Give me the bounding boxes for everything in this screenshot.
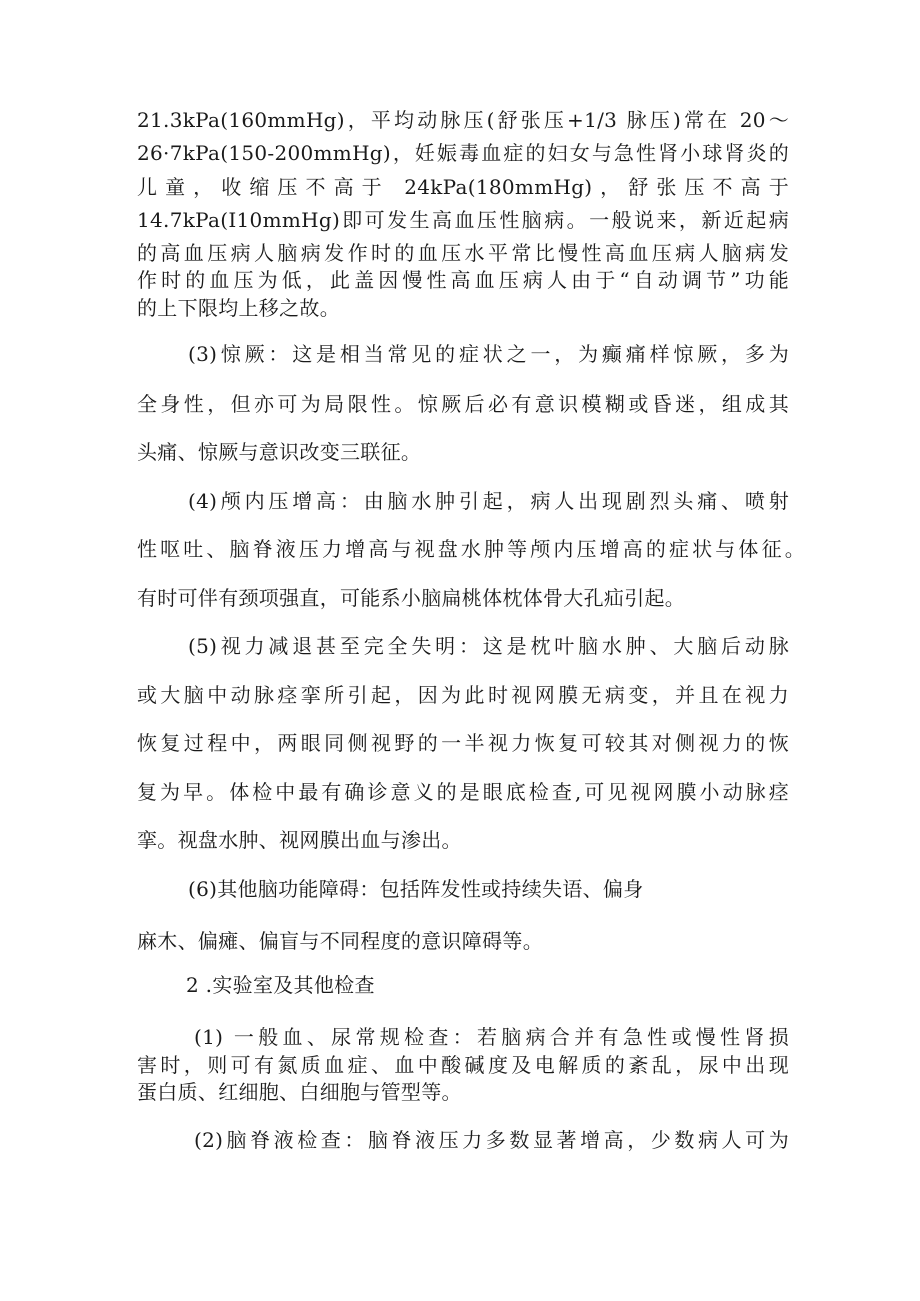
lab-1-line: 蛋白质、红细胞、白细胞与管型等。 — [137, 1080, 462, 1104]
paragraph-5-line: 复为早。体检中最有确诊意义的是眼底检查,可见视网膜小动脉痉 — [137, 780, 789, 804]
paragraph-4-line: (4)颅内压增高：由脑水肿引起，病人出现剧烈头痛、喷射 — [188, 489, 789, 513]
section-heading: 2 .实验室及其他检查 — [186, 973, 375, 997]
text-line: 的高血压病人脑病发作时的血压水平常比慢性高血压病人脑病发 — [137, 241, 789, 265]
lab-1-line: 害时，则可有氮质血症、血中酸碱度及电解质的紊乱，尿中出现 — [137, 1053, 789, 1077]
paragraph-6-line: 麻木、偏瘫、偏盲与不同程度的意识障碍等。 — [137, 929, 543, 953]
paragraph-4-line: 性呕吐、脑脊液压力增高与视盘水肿等颅内压增高的症状与体征。 — [137, 537, 805, 561]
paragraph-3-line: 头痛、惊厥与意识改变三联征。 — [137, 440, 422, 464]
text-line: 26·7kPa(150-200mmHg)，妊娠毒血症的妇女与急性肾小球肾炎的 — [137, 141, 789, 165]
paragraph-4-line: 有时可伴有颈项强直，可能系小脑扁桃体枕体骨大孔疝引起。 — [137, 586, 686, 610]
paragraph-5-line: (5)视力减退甚至完全失明：这是枕叶脑水肿、大脑后动脉 — [188, 634, 789, 658]
text-line: 的上下限均上移之故。 — [137, 296, 340, 320]
text-line: 14.7kPa(I10mmHg)即可发生高血压性脑病。一般说来，新近起病 — [137, 208, 789, 232]
paragraph-5-line: 或大脑中动脉痉挛所引起，因为此时视网膜无病变，并且在视力 — [137, 683, 789, 707]
paragraph-5-line: 恢复过程中，两眼同侧视野的一半视力恢复可较其对侧视力的恢 — [137, 731, 789, 755]
text-line: 儿童，收缩压不高于 24kPa(180mmHg)，舒张压不高于 — [137, 175, 789, 199]
lab-1-line: (1) 一般血、尿常规检查：若脑病合并有急性或慢性肾损 — [194, 1025, 789, 1049]
lab-2-line: (2)脑脊液检查：脑脊液压力多数显著增高，少数病人可为 — [194, 1128, 789, 1152]
paragraph-5-line: 挛。视盘水肿、视网膜出血与渗出。 — [137, 828, 462, 852]
paragraph-3-line: 全身性，但亦可为局限性。惊厥后必有意识模糊或昏迷，组成其 — [137, 392, 789, 416]
text-line: 21.3kPa(160mmHg)，平均动脉压(舒张压+1/3 脉压)常在 20～ — [137, 108, 789, 132]
paragraph-6-line: (6)其他脑功能障碍：包括阵发性或持续失语、偏身 — [188, 877, 644, 901]
text-line: 作时的血压为低，此盖因慢性高血压病人由于“自动调节”功能 — [137, 268, 789, 292]
paragraph-3-line: (3)惊厥：这是相当常见的症状之一，为癫痛样惊厥，多为 — [188, 342, 789, 366]
